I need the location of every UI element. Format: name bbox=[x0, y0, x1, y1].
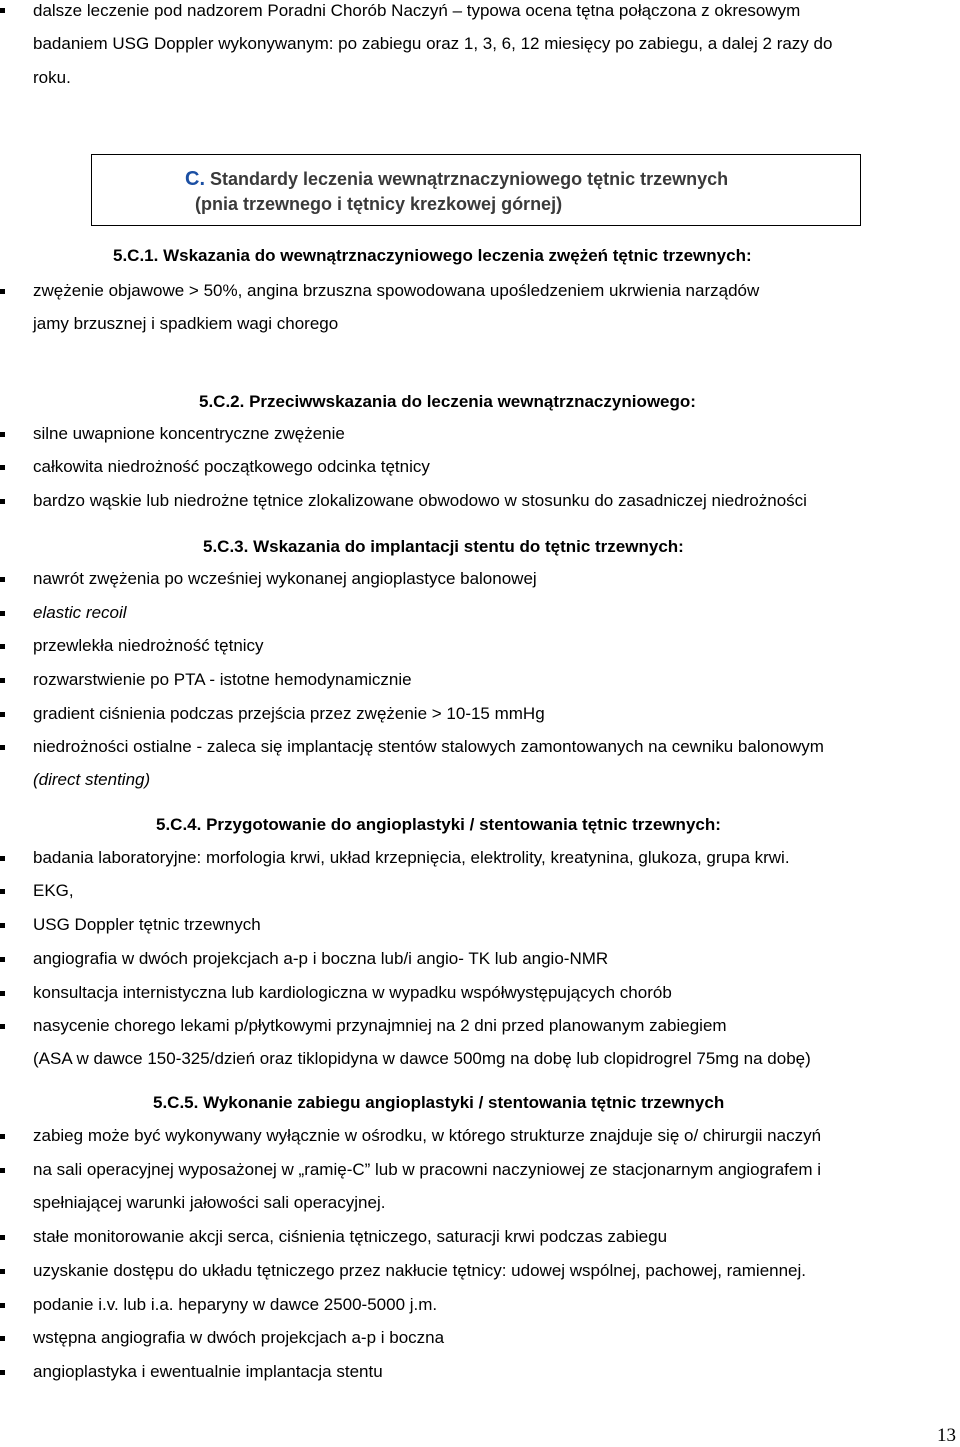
bullet-icon bbox=[0, 1235, 5, 1240]
bullet-icon bbox=[0, 1336, 5, 1341]
bullet-icon bbox=[0, 1370, 5, 1375]
list-item: nasycenie chorego lekami p/płytkowymi przynajmniej na 2 dni przed planowanym zabiegiem bbox=[33, 1016, 727, 1035]
list-item: silne uwapnione koncentryczne zwężenie bbox=[33, 424, 345, 443]
intro-line: roku. bbox=[33, 68, 71, 87]
list-item: zabieg może być wykonywany wyłącznie w ośrodku, w którego strukturze znajduje się o/ chirurgii naczyń bbox=[33, 1126, 822, 1145]
bullet-icon bbox=[0, 745, 5, 750]
list-item: całkowita niedrożność początkowego odcinka tętnicy bbox=[33, 457, 430, 476]
list-item: wstępna angiografia w dwóch projekcjach a-p i boczna bbox=[33, 1328, 445, 1347]
heading-5c5 bbox=[153, 1093, 724, 1113]
list-item: rozwarstwienie po PTA - istotne hemodynamicznie bbox=[33, 670, 412, 689]
list-item: konsultacja internistyczna lub kardiologiczna w wypadku współwystępujących chorób bbox=[33, 983, 672, 1002]
list-item-continuation: jamy brzusznej i spadkiem wagi chorego bbox=[33, 314, 339, 333]
list-item: przewlekła niedrożność tętnicy bbox=[33, 636, 264, 655]
list-item: niedrożności ostialne - zaleca się implantację stentów stalowych zamontowanych na cewniku balonowym bbox=[33, 737, 824, 756]
bullet-icon bbox=[0, 991, 5, 996]
list-item: bardzo wąskie lub niedrożne tętnice zlokalizowane obwodowo w stosunku do zasadniczej niedrożności bbox=[33, 491, 807, 510]
bullet-icon bbox=[0, 1134, 5, 1139]
bullet-icon bbox=[0, 678, 5, 683]
list-item: USG Doppler tętnic trzewnych bbox=[33, 915, 261, 934]
list-item-continuation: spełniającej warunki jałowości sali operacyjnej. bbox=[33, 1193, 386, 1212]
section-title-text: Standardy leczenia wewnątrznaczyniowego tętnic trzewnych bbox=[205, 169, 729, 189]
bullet-icon bbox=[0, 856, 5, 861]
bullet-icon bbox=[0, 712, 5, 717]
bullet-icon bbox=[0, 1024, 5, 1029]
bullet-icon bbox=[0, 889, 5, 894]
list-item-continuation: (ASA w dawce 150-325/dzień oraz tiklopidyna w dawce 500mg na dobę lub clopidrogrel 75mg na dobę) bbox=[33, 1049, 811, 1068]
heading-5c4-part-b: / stentowania tętnic trzewnych: bbox=[464, 815, 721, 834]
bullet-icon bbox=[0, 644, 5, 649]
heading-5c5-part-a: 5.C.5. Wykonanie zabiegu angioplastyki bbox=[153, 1093, 474, 1112]
section-title bbox=[185, 168, 728, 190]
heading-5c5-part-b: / stentowania tętnic trzewnych bbox=[473, 1093, 725, 1112]
bullet-icon bbox=[0, 1303, 5, 1308]
bullet-icon bbox=[0, 8, 5, 13]
bullet-icon bbox=[0, 923, 5, 928]
bullet-icon bbox=[0, 289, 5, 294]
list-item: EKG, bbox=[33, 881, 74, 900]
list-item: angioplastyka i ewentualnie implantacja stentu bbox=[33, 1362, 383, 1381]
heading-5c4 bbox=[156, 815, 721, 835]
list-item: gradient ciśnienia podczas przejścia przez zwężenie > 10-15 mmHg bbox=[33, 704, 545, 723]
bullet-icon bbox=[0, 957, 5, 962]
list-item: podanie i.v. lub i.a. heparyny w dawce 2500-5000 j.m. bbox=[33, 1295, 438, 1314]
list-item: uzyskanie dostępu do układu tętniczego przez nakłucie tętnicy: udowej wspólnej, pachowej, ramiennej. bbox=[33, 1261, 807, 1280]
intro-line: dalsze leczenie pod nadzorem Poradni Chorób Naczyń – typowa ocena tętna połączona z okresowym bbox=[33, 1, 801, 20]
list-item: nawrót zwężenia po wcześniej wykonanej angioplastyce balonowej bbox=[33, 569, 537, 588]
list-item-continuation: (direct stenting) bbox=[33, 770, 151, 789]
bullet-icon bbox=[0, 577, 5, 582]
bullet-icon bbox=[0, 499, 5, 504]
list-item: angiografia w dwóch projekcjach a-p i boczna lub/i angio- TK lub angio-NMR bbox=[33, 949, 609, 968]
heading-5c2: 5.C.2. Przeciwwskazania do leczenia wewnątrznaczyniowego: bbox=[199, 392, 696, 411]
heading-5c1: 5.C.1. Wskazania do wewnątrznaczyniowego leczenia zwężeń tętnic trzewnych: bbox=[113, 246, 752, 265]
bullet-icon bbox=[0, 1269, 5, 1274]
list-item: zwężenie objawowe > 50%, angina brzuszna spowodowana upośledzeniem ukrwienia narządów bbox=[33, 281, 760, 300]
page-number: 13 bbox=[937, 1425, 956, 1446]
heading-5c4-part-a: 5.C.4. Przygotowanie do angioplastyki bbox=[156, 815, 465, 834]
section-letter: C. bbox=[185, 168, 205, 190]
bullet-icon bbox=[0, 465, 5, 470]
bullet-icon bbox=[0, 611, 5, 616]
heading-5c3: 5.C.3. Wskazania do implantacji stentu do tętnic trzewnych: bbox=[203, 537, 684, 556]
section-subtitle: (pnia trzewnego i tętnicy krezkowej górnej) bbox=[195, 194, 563, 214]
list-item: na sali operacyjnej wyposażonej w „ramię-C” lub w pracowni naczyniowej ze stacjonarnym angiografem i bbox=[33, 1160, 822, 1179]
bullet-icon bbox=[0, 1168, 5, 1173]
bullet-icon bbox=[0, 432, 5, 437]
list-item: badania laboratoryjne: morfologia krwi, układ krzepnięcia, elektrolity, kreatynina, glukoza, grupa krwi. bbox=[33, 848, 790, 867]
section-title-box bbox=[91, 154, 861, 226]
intro-line: badaniem USG Doppler wykonywanym: po zabiegu oraz 1, 3, 6, 12 miesięcy po zabiegu, a dalej 2 razy do bbox=[33, 34, 833, 53]
list-item: elastic recoil bbox=[33, 603, 127, 622]
list-item: stałe monitorowanie akcji serca, ciśnienia tętniczego, saturacji krwi podczas zabiegu bbox=[33, 1227, 668, 1246]
